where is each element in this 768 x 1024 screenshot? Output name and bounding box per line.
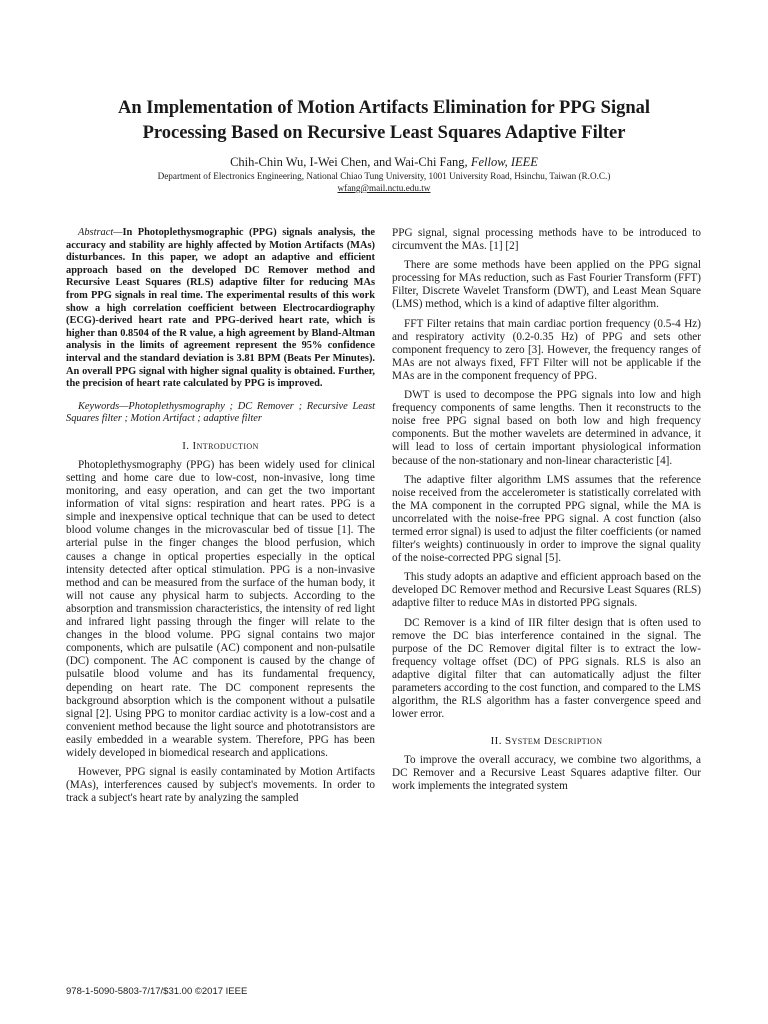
keywords-text: Photoplethysmography ; DC Remover ; Recursive Least Squares filter ; Motion Artifact ; adaptive filter <box>66 400 375 425</box>
affiliation: Department of Electronics Engineering, National Chiao Tung University, 1001 University Road, Hsinchu, Taiwan (R.O.C.) <box>157 171 611 181</box>
intro-paragraph-3: PPG signal, signal processing methods have to be introduced to circumvent the MAs. [1] [2] <box>392 227 701 253</box>
abstract-text: In Photoplethysmographic (PPG) signals analysis, the accuracy and stability are highly affected by Motion Artifacts (MAs) disturbances. In this paper, we adopt an adaptive and efficient approach based on the developed DC Remover method and Recursive Least Squares (RLS) adaptive filter for reducing MAs from PPG signals in real time. The experimental results of this work show a high correlation coefficient between Electrocardiography (ECG)-derived heart rate and PPG-derived heart rate, which is higher than 0.8504 of the R value, a high agreement by Bland-Altman analysis in the limits of agreement represent the 95% confidence interval and the standard deviation is 3.81 BPM (Beats Per Minutes). An overall PPG signal with higher signal quality is obtained. Further, the precision of heart rate calculated by PPG is improved. <box>66 227 375 390</box>
section-heading-system-description: II. System Description <box>490 735 603 748</box>
author-names: Chih-Chin Wu, I-Wei Chen, and Wai-Chi Fang, <box>230 155 468 169</box>
paper-title <box>60 96 708 146</box>
keywords-lead: Keywords— <box>78 400 129 412</box>
author-list <box>60 155 708 170</box>
intro-paragraph-6: DWT is used to decompose the PPG signals into low and high frequency components of same lengths. Then it reconstructs to the noise free PPG signal based on both low and high frequency components. But the mother wavelets are determined in advance, it will lead to loss of certain important physiological information because of the non-stationary and non-linear characteristic [4]. <box>392 389 701 467</box>
abstract <box>66 227 375 391</box>
intro-paragraph-8: This study adopts an adaptive and efficient approach based on the developed DC Remover method and Recursive Least Squares (RLS) adaptive filter to reduce MAs in distorted PPG signals. <box>392 571 701 610</box>
intro-paragraph-7: The adaptive filter algorithm LMS assumes that the reference noise received from the accelerometer is statistically correlated with the MA component in the corrupted PPG signal, while the MA is uncorrelated with the noise-free PPG signal. A cost function (also termed error signal) is used to adjust the filter coefficients (or named filter's weights) continuously in order to improve the signal quality of the noise-corrected PPG signal [5]. <box>392 473 701 565</box>
intro-paragraph-9: DC Remover is a kind of IIR filter design that is often used to remove the DC bias interference contained in the signal. The purpose of the DC Remover digital filter is to extract the low-frequency voltage offset (DC) of PPG signals. RLS is also an adaptive digital filter that can automatically adjust the filter parameters according to the cost function, and compared to the LMS algorithm, the RLS algorithm has a faster convergence speed and lower error. <box>392 616 701 721</box>
copyright-footer: 978-1-5090-5803-7/17/$31.00 ©2017 IEEE <box>66 986 248 997</box>
right-column <box>392 227 701 794</box>
left-column <box>66 227 375 805</box>
intro-paragraph-4: There are some methods have been applied on the PPG signal processing for MAs reduction, such as Fast Fourier Transform (FFT) Filter, Discrete Wavelet Transform (DWT), and Least Mean Square (LMS) method, which is a kind of adaptive filter algorithm. <box>392 259 701 311</box>
abstract-lead: Abstract— <box>78 227 123 238</box>
intro-paragraph-2: However, PPG signal is easily contaminated by Motion Artifacts (MAs), interferences caused by subject's movements. In order to track a subject's heart rate by analyzing the sampled <box>66 766 375 805</box>
intro-paragraph-5: FFT Filter retains that main cardiac portion frequency (0.5-4 Hz) and respiratory activity (0.2-0.35 Hz) of PPG and sets other component frequency to zero [3]. However, the frequency ranges of MAs are not always fixed, FFT Filter will not be applicable if the MAs are in the component frequency of PPG. <box>392 317 701 382</box>
email-line <box>60 183 708 194</box>
author-fellow: Fellow, IEEE <box>470 155 538 169</box>
system-paragraph-1: To improve the overall accuracy, we combine two algorithms, a DC Remover and a Recursive Least Squares adaptive filter. Our work implements the integrated system <box>392 754 701 793</box>
title-line-2: Processing Based on Recursive Least Squares Adaptive Filter <box>142 123 626 143</box>
title-line-1: An Implementation of Motion Artifacts Elimination for PPG Signal <box>117 98 651 118</box>
keywords <box>66 401 375 426</box>
email-link[interactable]: wfang@mail.nctu.edu.tw <box>337 183 431 193</box>
intro-paragraph-1: Photoplethysmography (PPG) has been widely used for clinical setting and home care due to low-cost, non-invasive, long time monitoring, and easy operation, and can get the two important information of vital signs: respiration and heart rates. PPG is a simple and inexpensive optical technique that can be used to detect blood volume changes in the microvascular bed of tissue [1]. The arterial pulse in the finger changes the blood perfusion, which causes a change in optical properties especially in the optical intensity detected after optical stimulation. PPG is a non-invasive method and can be measured from the surface of the human body, it will not cause any physical harm to subjects. According to the absorption and transmission characteristics, the intensity of red light and infrared light passing through the finger will relate to the changes in the blood volume. PPG signal contains two major components, which are pulsatile (AC) component and non-pulsatile (DC) component. The AC component is caused by the change of pulsatile blood volume and has its fundamental frequency, depending on heart rate. The DC component represents the background absorption which is the component without a pulsatile signal [2]. Using PPG to monitor cardiac activity is a low-cost and a convenient method because the light source and phototransistors are easily embedded in a wearable system. Therefore, PPG has been widely developed in biomedical research and applications. <box>66 458 375 759</box>
section-heading-introduction: I. Introduction <box>182 439 259 452</box>
